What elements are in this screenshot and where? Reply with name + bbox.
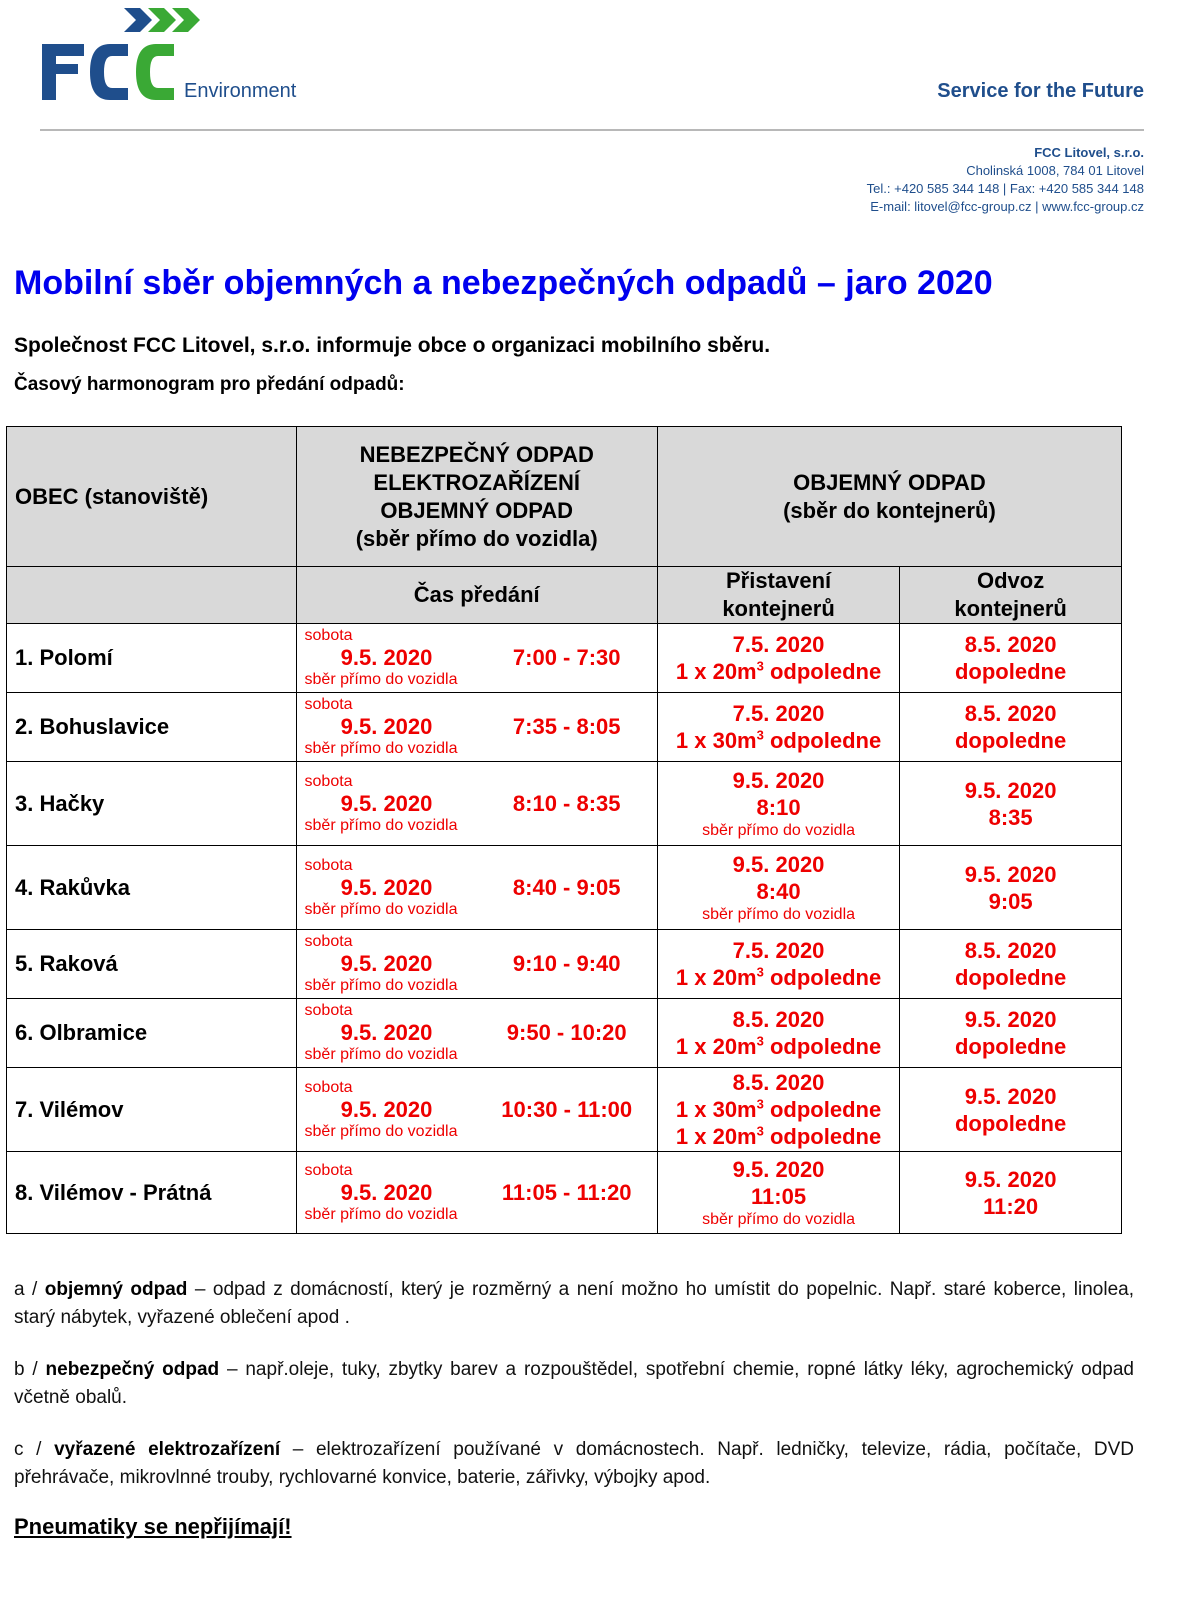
odvoz-line: 8.5. 2020 [964, 938, 1057, 963]
handover-date: 9.5. 2020 [340, 874, 433, 900]
container-time: odpoledne [769, 1097, 882, 1122]
container-time: odpoledne [769, 728, 882, 753]
note-prefix: b / [14, 1359, 46, 1380]
note-term: vyřazené elektrozařízení [54, 1439, 281, 1460]
date-time [297, 951, 657, 977]
obec-cell: 4. Rakůvka [7, 846, 297, 930]
note-c [14, 1436, 1134, 1492]
handover-time: 9:10 - 9:40 [512, 951, 621, 976]
odvoz-cell [900, 999, 1122, 1068]
cas-cell [296, 999, 657, 1068]
date-time [297, 1097, 657, 1123]
odvoz-line: 9.5. 2020 [964, 1166, 1057, 1192]
cas-cell [296, 930, 657, 999]
cubic-sup: 3 [756, 1033, 764, 1049]
header-hazardous [296, 427, 657, 567]
odvoz-cell [900, 846, 1122, 930]
page-title: Mobilní sběr objemných a nebezpečných odpadů – jaro 2020 [14, 264, 993, 302]
obec-cell: 5. Raková [7, 930, 297, 999]
header-line: (sběr přímo do vozidla) [355, 525, 598, 551]
pristaveni-cell [657, 846, 899, 930]
table-row [7, 762, 1122, 846]
subheader-pristaveni [657, 567, 899, 624]
subheader-empty [7, 567, 297, 624]
company-address-block [867, 144, 1144, 216]
handover-time: 11:05 - 11:20 [501, 1179, 632, 1205]
handover-date: 9.5. 2020 [340, 951, 433, 976]
header-divider [40, 129, 1144, 131]
pristaveni-line: 11:05 [751, 1183, 807, 1209]
date-time [297, 791, 657, 817]
note-text: – elektrozařízení používané v domácnostech. Např. ledničky, televize, rádia, počítače, DVD přehrávače, mikrovlnné trouby, rychlovarné konvice, baterie, zářivky, výbojky apod. [14, 1439, 1134, 1488]
header-line: NEBEZPEČNÝ ODPAD [359, 441, 594, 467]
note-a [14, 1276, 1134, 1332]
obec-cell: 8. Vilémov - Prátná [7, 1152, 297, 1234]
odvoz-line: dopoledne [954, 1034, 1067, 1059]
odvoz-line: 9.5. 2020 [964, 861, 1057, 887]
table-row [7, 624, 1122, 693]
header-line: OBJEMNÝ ODPAD [793, 469, 986, 495]
odvoz-cell [900, 762, 1122, 846]
obec-cell: 1. Polomí [7, 624, 297, 693]
table-row [7, 693, 1122, 762]
handover-date: 9.5. 2020 [340, 1096, 433, 1122]
cas-cell [296, 846, 657, 930]
day-label: sobota [304, 696, 353, 713]
environment-label: Environment [184, 80, 297, 102]
date-time [297, 1020, 657, 1046]
odvoz-line: 11:20 [983, 1193, 1039, 1219]
pristaveni-cell [657, 693, 899, 762]
cas-cell [296, 624, 657, 693]
header-line: kontejnerů [722, 596, 835, 621]
handover-date: 9.5. 2020 [340, 645, 433, 670]
note-b [14, 1356, 1134, 1412]
odvoz-line: 8.5. 2020 [964, 632, 1057, 657]
date-time [297, 714, 657, 740]
cubic-sup: 3 [756, 727, 764, 743]
handover-time: 7:00 - 7:30 [512, 645, 621, 670]
odvoz-line: dopoledne [954, 965, 1067, 990]
header-line: (sběr do kontejnerů) [783, 497, 996, 523]
odvoz-cell [900, 1152, 1122, 1234]
handover-date: 9.5. 2020 [340, 790, 433, 816]
header-line: ELEKTROZAŘÍZENÍ [373, 469, 580, 495]
company-email-web: E-mail: litovel@fcc-group.cz | www.fcc-group.cz [870, 199, 1144, 214]
odvoz-cell [900, 693, 1122, 762]
handover-date: 9.5. 2020 [340, 1179, 433, 1205]
header-line: Odvoz [976, 568, 1045, 593]
table-header-row [7, 427, 1122, 567]
pristaveni-cell [657, 930, 899, 999]
pristaveni-cell [657, 1068, 899, 1152]
pristaveni-note: sběr přímo do vozidla [702, 1210, 856, 1228]
odvoz-cell [900, 1068, 1122, 1152]
date-time [297, 645, 657, 671]
table-row [7, 999, 1122, 1068]
pristaveni-cell [657, 762, 899, 846]
handover-time: 8:40 - 9:05 [512, 874, 621, 900]
subheader-cas: Čas předání [296, 567, 657, 624]
container-time: odpoledne [769, 1034, 882, 1059]
handover-time: 10:30 - 11:00 [501, 1096, 633, 1122]
cubic-sup: 3 [756, 658, 764, 674]
company-name: FCC Litovel, s.r.o. [1034, 145, 1144, 160]
collection-note: sběr přímo do vozidla [304, 977, 458, 994]
cubic-sup: 3 [756, 1096, 764, 1112]
container-size: 1 x 20m [675, 1034, 757, 1059]
cubic-sup: 3 [756, 964, 764, 980]
day-label: sobota [304, 856, 353, 874]
container-time: odpoledne [769, 1124, 882, 1149]
date-time [297, 875, 657, 901]
note-term: objemný odpad [44, 1279, 188, 1300]
odvoz-line: 9.5. 2020 [964, 1083, 1057, 1109]
cas-cell [296, 1152, 657, 1234]
container-time: odpoledne [769, 659, 882, 684]
table-row [7, 930, 1122, 999]
pristaveni-line: 8.5. 2020 [732, 1007, 825, 1032]
container-size: 1 x 30m [675, 1097, 757, 1122]
day-label: sobota [304, 772, 353, 790]
table-row [7, 1068, 1122, 1152]
note-term: nebezpečný odpad [45, 1359, 220, 1380]
day-label: sobota [304, 1161, 353, 1179]
container-volume [658, 1123, 899, 1150]
cas-cell [296, 1068, 657, 1152]
collection-note: sběr přímo do vozidla [304, 1046, 458, 1063]
odvoz-line: dopoledne [954, 728, 1067, 753]
pristaveni-cell [657, 999, 899, 1068]
pristaveni-line: 7.5. 2020 [732, 701, 825, 726]
cas-cell [296, 693, 657, 762]
intro-text: Společnost FCC Litovel, s.r.o. informuje obce o organizaci mobilního sběru. [14, 334, 771, 357]
pristaveni-line: 7.5. 2020 [732, 938, 825, 963]
odvoz-line: dopoledne [954, 1110, 1067, 1136]
container-volume [658, 1096, 899, 1123]
container-volume [658, 1033, 899, 1060]
note-text: – odpad z domácností, který je rozměrný a není možno ho umístit do popelnic. Např. staré koberce, linolea, starý nábytek, vyřazené oblečení apod . [14, 1279, 1135, 1328]
handover-date: 9.5. 2020 [340, 714, 433, 739]
container-time: odpoledne [769, 965, 882, 990]
odvoz-line: 9.5. 2020 [964, 1007, 1057, 1032]
subheader-odvoz [900, 567, 1122, 624]
header-line: Přistavení [725, 568, 832, 593]
schedule-table [6, 426, 1122, 1234]
pristaveni-line: 8:40 [756, 878, 801, 904]
fcc-logo [40, 4, 320, 104]
container-volume [658, 964, 899, 991]
odvoz-line: 9:05 [988, 888, 1033, 914]
odvoz-line: 8:35 [988, 804, 1033, 830]
pristaveni-note: sběr přímo do vozidla [702, 821, 856, 839]
schedule-heading: Časový harmonogram pro předání odpadů: [14, 374, 405, 395]
day-label: sobota [304, 627, 353, 644]
tires-notice: Pneumatiky se nepřijímají! [14, 1514, 292, 1539]
header-line: OBJEMNÝ ODPAD [380, 497, 574, 523]
header-obec: OBEC (stanoviště) [7, 427, 297, 567]
day-label: sobota [304, 1002, 353, 1019]
table-row [7, 1152, 1122, 1234]
note-prefix: c / [14, 1439, 55, 1460]
collection-note: sběr přímo do vozidla [304, 816, 458, 834]
cubic-sup: 3 [756, 1123, 764, 1139]
pristaveni-line: 9.5. 2020 [732, 1156, 825, 1182]
collection-note: sběr přímo do vozidla [304, 740, 458, 757]
pristaveni-cell [657, 624, 899, 693]
pristaveni-line: 9.5. 2020 [732, 767, 825, 793]
day-label: sobota [304, 1078, 353, 1096]
note-text: – např.oleje, tuky, zbytky barev a rozpouštědel, spotřební chemie, ropné látky léky, agrochemický odpad včetně obalů. [14, 1359, 1134, 1408]
header-line: kontejnerů [954, 596, 1067, 621]
obec-cell: 2. Bohuslavice [7, 693, 297, 762]
collection-note: sběr přímo do vozidla [304, 671, 458, 688]
pristaveni-line: 9.5. 2020 [732, 851, 825, 877]
collection-note: sběr přímo do vozidla [304, 1205, 458, 1223]
obec-cell: 6. Olbramice [7, 999, 297, 1068]
table-subheader-row [7, 567, 1122, 624]
day-label: sobota [304, 933, 353, 950]
company-phone-fax: Tel.: +420 585 344 148 | Fax: +420 585 344 148 [866, 181, 1144, 196]
handover-time: 9:50 - 10:20 [506, 1020, 627, 1045]
obec-cell: 3. Hačky [7, 762, 297, 846]
tagline: Service for the Future [937, 80, 1144, 102]
pristaveni-line: 7.5. 2020 [732, 632, 825, 657]
cas-cell [296, 762, 657, 846]
container-size: 1 x 30m [675, 728, 757, 753]
header-bulky [657, 427, 1121, 567]
collection-note: sběr přímo do vozidla [304, 900, 458, 918]
schedule-body [7, 624, 1122, 1234]
odvoz-cell [900, 624, 1122, 693]
table-row [7, 846, 1122, 930]
odvoz-line: 9.5. 2020 [964, 777, 1057, 803]
odvoz-cell [900, 930, 1122, 999]
company-address: Cholinská 1008, 784 01 Litovel [966, 163, 1144, 178]
container-volume [658, 727, 899, 754]
pristaveni-line: 8.5. 2020 [732, 1070, 825, 1095]
collection-note: sběr přímo do vozidla [304, 1122, 458, 1140]
pristaveni-note: sběr přímo do vozidla [702, 905, 856, 923]
container-size: 1 x 20m [675, 965, 757, 990]
obec-cell: 7. Vilémov [7, 1068, 297, 1152]
odvoz-line: dopoledne [954, 659, 1067, 684]
handover-date: 9.5. 2020 [340, 1020, 433, 1045]
pristaveni-cell [657, 1152, 899, 1234]
odvoz-line: 8.5. 2020 [964, 701, 1057, 726]
container-size: 1 x 20m [675, 1124, 757, 1149]
pristaveni-line: 8:10 [756, 794, 801, 820]
handover-time: 7:35 - 8:05 [512, 714, 621, 739]
handover-time: 8:10 - 8:35 [512, 790, 621, 816]
note-prefix: a / [14, 1279, 45, 1300]
container-volume [658, 658, 899, 685]
date-time [297, 1180, 657, 1206]
container-size: 1 x 20m [675, 659, 757, 684]
